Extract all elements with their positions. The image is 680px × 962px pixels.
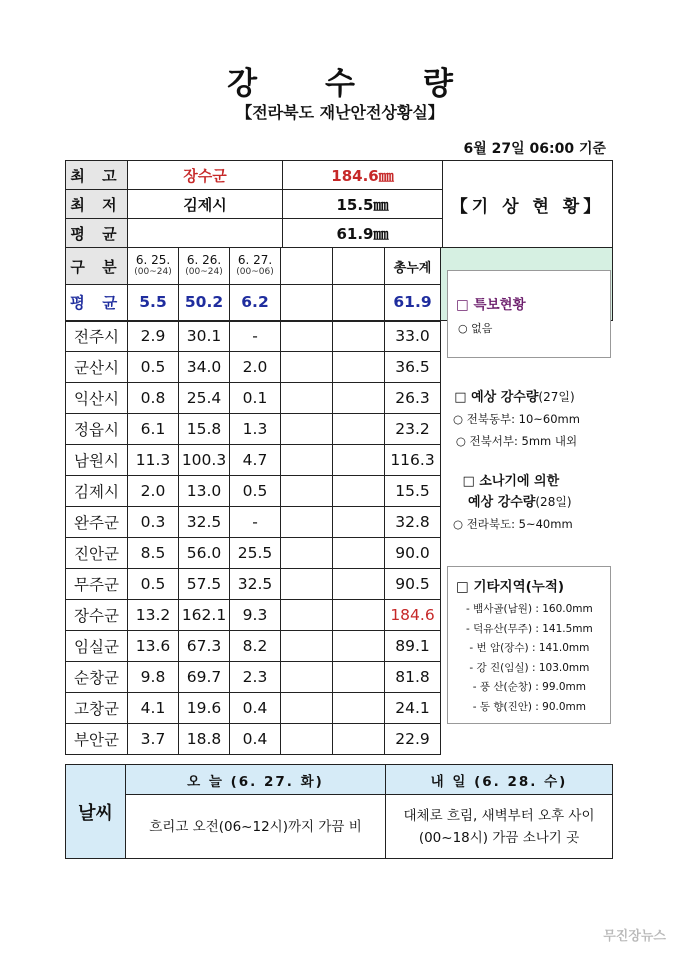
- empty-cell: [281, 285, 333, 321]
- value-cell: 34.0: [179, 352, 230, 383]
- summary-place: 장수군: [128, 161, 283, 190]
- empty-cell: [333, 476, 385, 507]
- empty-cell: [281, 352, 333, 383]
- city-cell: 무주군: [66, 569, 128, 600]
- table-header-row: [66, 248, 613, 285]
- special-warning-box: [447, 270, 611, 358]
- city-cell: 익산시: [66, 383, 128, 414]
- total-cell: 89.1: [385, 631, 441, 662]
- total-cell: 24.1: [385, 693, 441, 724]
- watermark-logo: 무진장뉴스: [603, 929, 666, 944]
- value-cell: 15.8: [179, 414, 230, 445]
- date-text: 6. 25.: [135, 253, 171, 267]
- page-title: [0, 58, 680, 103]
- value-cell: 3.7: [128, 724, 179, 755]
- value-cell: 18.8: [179, 724, 230, 755]
- summary-label: 최 고: [66, 161, 128, 190]
- value-cell: -: [230, 507, 281, 538]
- total-cell: 33.0: [385, 321, 441, 352]
- city-cell: 남원시: [66, 445, 128, 476]
- empty-cell: [281, 248, 333, 285]
- empty-cell: [281, 569, 333, 600]
- total-cell: 22.9: [385, 724, 441, 755]
- value-cell: 25.4: [179, 383, 230, 414]
- empty-cell: [281, 693, 333, 724]
- empty-cell: [333, 352, 385, 383]
- value-cell: 2.9: [128, 321, 179, 352]
- empty-cell: [333, 724, 385, 755]
- value-cell: 69.7: [179, 662, 230, 693]
- empty-cell: [333, 600, 385, 631]
- summary-value: 184.6㎜: [283, 161, 443, 190]
- date-text: 6. 27.: [237, 253, 273, 267]
- value-cell: 4.1: [128, 693, 179, 724]
- value-cell: 19.6: [179, 693, 230, 724]
- value-cell: 11.3: [128, 445, 179, 476]
- value-cell: 13.6: [128, 631, 179, 662]
- table-row: [66, 724, 613, 755]
- total-cell: 15.5: [385, 476, 441, 507]
- date-range: (00~24): [185, 267, 223, 277]
- empty-cell: [281, 321, 333, 352]
- value-cell: 30.1: [179, 321, 230, 352]
- value-cell: 32.5: [230, 569, 281, 600]
- average-total: 61.9: [385, 285, 441, 321]
- value-cell: 57.5: [179, 569, 230, 600]
- forecast-block: [449, 386, 580, 449]
- empty-cell: [333, 383, 385, 414]
- today-head: 오 늘 (6. 27. 화): [126, 765, 386, 795]
- city-cell: 김제시: [66, 476, 128, 507]
- date-range: (00~06): [236, 267, 274, 277]
- summary-label: 평 균: [66, 219, 128, 248]
- header-total: 총누계: [385, 248, 441, 285]
- empty-cell: [333, 445, 385, 476]
- empty-cell: [333, 631, 385, 662]
- list-item: - 동 향(진안) : 90.0mm: [472, 700, 587, 713]
- list-item: - 덕유산(무주) : 141.5mm: [466, 622, 593, 635]
- weather-status-title: 【기 상 현 황】: [443, 161, 613, 248]
- average-value: 5.5: [128, 285, 179, 321]
- empty-cell: [333, 321, 385, 352]
- summary-place: 김제시: [128, 190, 283, 219]
- empty-cell: [333, 507, 385, 538]
- forecast-item: ○ 전북동부: 10~60mm: [453, 412, 580, 426]
- other-areas-title: □ 기타지역(누적): [456, 579, 565, 595]
- total-cell: 23.2: [385, 414, 441, 445]
- value-cell: 162.1: [179, 600, 230, 631]
- tomorrow-text: 대체로 흐림, 새벽부터 오후 사이(00~18시) 가끔 소나기 곳: [386, 795, 613, 859]
- shower-block: [449, 470, 573, 532]
- summary-value: 15.5㎜: [283, 190, 443, 219]
- city-cell: 부안군: [66, 724, 128, 755]
- city-cell: 고창군: [66, 693, 128, 724]
- empty-cell: [333, 662, 385, 693]
- other-areas-box: [447, 566, 611, 724]
- value-cell: 0.8: [128, 383, 179, 414]
- empty-cell: [333, 693, 385, 724]
- total-cell: 184.6: [385, 600, 441, 631]
- summary-table: [65, 160, 613, 248]
- empty-cell: [281, 538, 333, 569]
- other-areas-list: [466, 601, 593, 718]
- shower-title-2: 예상 강수량: [468, 495, 536, 510]
- shower-day: (28일): [535, 495, 572, 509]
- weather-text-row: [66, 795, 613, 859]
- city-cell: 진안군: [66, 538, 128, 569]
- city-cell: 전주시: [66, 321, 128, 352]
- forecast-title: □ 예상 강수량: [454, 390, 539, 405]
- today-text: 흐리고 오전(06~12시)까지 가끔 비: [126, 795, 386, 859]
- total-cell: 116.3: [385, 445, 441, 476]
- shower-item: ○ 전라북도: 5~40mm: [453, 517, 573, 531]
- header-date-2: [179, 248, 230, 285]
- list-item: - 풍 산(순창) : 99.0mm: [472, 681, 587, 693]
- value-cell: 0.1: [230, 383, 281, 414]
- header-date-3: [230, 248, 281, 285]
- date-range: (00~24): [134, 267, 172, 277]
- average-value: 50.2: [179, 285, 230, 321]
- total-cell: 36.5: [385, 352, 441, 383]
- total-cell: 90.0: [385, 538, 441, 569]
- title-char-2: 수: [325, 66, 355, 102]
- empty-cell: [281, 662, 333, 693]
- value-cell: 0.5: [230, 476, 281, 507]
- shower-title-1: □ 소나기에 의한: [462, 474, 560, 489]
- value-cell: 8.5: [128, 538, 179, 569]
- rainfall-table: [65, 247, 613, 755]
- weather-info-panel: [441, 248, 613, 713]
- forecast-item: ○ 전북서부: 5mm 내외: [455, 434, 578, 448]
- title-char-3: 량: [422, 66, 453, 102]
- list-item: - 강 진(임실) : 103.0mm: [469, 661, 590, 674]
- value-cell: 4.7: [230, 445, 281, 476]
- title-char-1: 강: [227, 66, 258, 102]
- value-cell: 13.2: [128, 600, 179, 631]
- weather-label: 날씨: [66, 765, 126, 859]
- value-cell: 13.0: [179, 476, 230, 507]
- total-cell: 26.3: [385, 383, 441, 414]
- total-cell: 81.8: [385, 662, 441, 693]
- value-cell: 9.8: [128, 662, 179, 693]
- forecast-day: (27일): [538, 390, 575, 404]
- value-cell: 2.3: [230, 662, 281, 693]
- city-cell: 정읍시: [66, 414, 128, 445]
- average-label: 평 균: [66, 285, 128, 321]
- header-date-1: [128, 248, 179, 285]
- value-cell: 0.4: [230, 724, 281, 755]
- city-cell: 군산시: [66, 352, 128, 383]
- value-cell: 25.5: [230, 538, 281, 569]
- basis-time: 6월 27일 06:00 기준: [463, 141, 606, 157]
- date-text: 6. 26.: [186, 253, 222, 267]
- empty-cell: [281, 724, 333, 755]
- total-cell: 90.5: [385, 569, 441, 600]
- total-cell: 32.8: [385, 507, 441, 538]
- city-cell: 장수군: [66, 600, 128, 631]
- value-cell: 0.5: [128, 352, 179, 383]
- value-cell: 2.0: [128, 476, 179, 507]
- weather-header-row: [66, 765, 613, 795]
- summary-value: 61.9㎜: [283, 219, 443, 248]
- value-cell: 2.0: [230, 352, 281, 383]
- tomorrow-head: 내 일 (6. 28. 수): [386, 765, 613, 795]
- empty-cell: [333, 414, 385, 445]
- value-cell: -: [230, 321, 281, 352]
- summary-label: 최 저: [66, 190, 128, 219]
- empty-cell: [333, 569, 385, 600]
- value-cell: 6.1: [128, 414, 179, 445]
- value-cell: 9.3: [230, 600, 281, 631]
- empty-cell: [281, 631, 333, 662]
- empty-cell: [281, 507, 333, 538]
- empty-cell: [281, 383, 333, 414]
- value-cell: 56.0: [179, 538, 230, 569]
- subtitle: 【전라북도 재난안전상황실】: [236, 103, 444, 122]
- list-item: - 뱀사골(남원) : 160.0mm: [466, 603, 593, 615]
- value-cell: 1.3: [230, 414, 281, 445]
- value-cell: 67.3: [179, 631, 230, 662]
- empty-cell: [333, 248, 385, 285]
- city-cell: 완주군: [66, 507, 128, 538]
- empty-cell: [281, 476, 333, 507]
- weather-table: [65, 764, 613, 859]
- special-warning-title: □ 특보현황: [456, 297, 526, 313]
- empty-cell: [281, 445, 333, 476]
- city-cell: 순창군: [66, 662, 128, 693]
- empty-cell: [333, 285, 385, 321]
- value-cell: 32.5: [179, 507, 230, 538]
- header-label: 구 분: [66, 248, 128, 285]
- empty-cell: [281, 414, 333, 445]
- city-cell: 임실군: [66, 631, 128, 662]
- empty-cell: [333, 538, 385, 569]
- summary-place: [128, 219, 283, 248]
- list-item: - 번 암(장수) : 141.0mm: [469, 642, 590, 654]
- special-warning-value: ○ 없음: [458, 322, 493, 335]
- average-value: 6.2: [230, 285, 281, 321]
- value-cell: 0.3: [128, 507, 179, 538]
- empty-cell: [281, 600, 333, 631]
- summary-row-max: [66, 161, 613, 190]
- table-row: [66, 538, 613, 569]
- value-cell: 0.4: [230, 693, 281, 724]
- value-cell: 8.2: [230, 631, 281, 662]
- value-cell: 0.5: [128, 569, 179, 600]
- value-cell: 100.3: [179, 445, 230, 476]
